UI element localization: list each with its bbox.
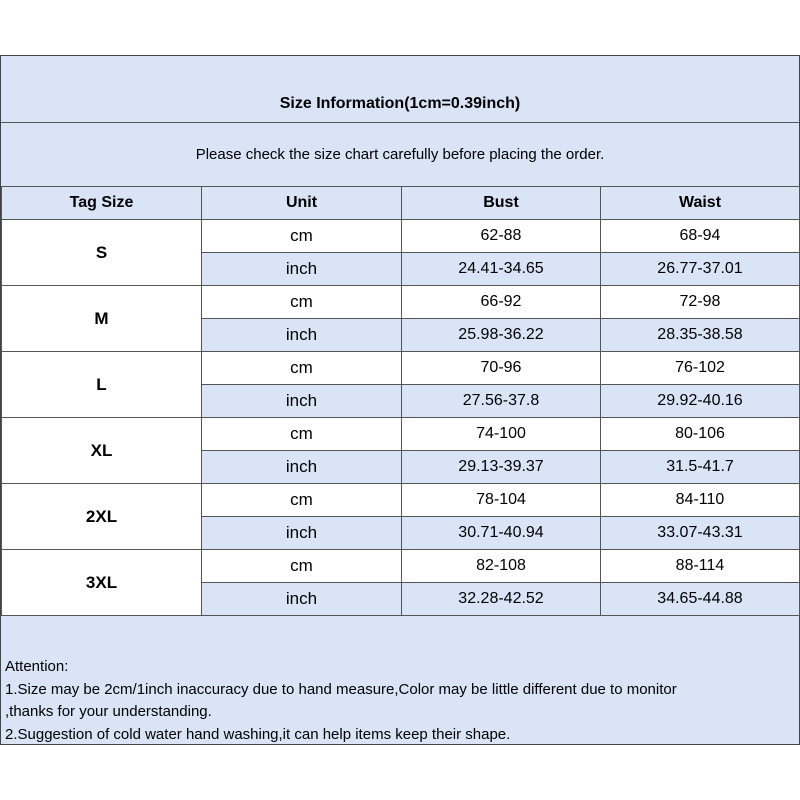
waist-cell: 68-94 bbox=[601, 220, 800, 253]
header-waist: Waist bbox=[601, 187, 800, 220]
bust-cell: 66-92 bbox=[402, 286, 601, 319]
chart-subtitle: Please check the size chart carefully before placing the order. bbox=[195, 145, 605, 163]
unit-cell: cm bbox=[202, 484, 402, 517]
header-bust: Bust bbox=[402, 187, 601, 220]
unit-cell: cm bbox=[202, 418, 402, 451]
waist-cell: 26.77-37.01 bbox=[601, 253, 800, 286]
unit-cell: cm bbox=[202, 550, 402, 583]
header-tag-size: Tag Size bbox=[2, 187, 202, 220]
attention-line: ,thanks for your understanding. bbox=[5, 703, 212, 720]
unit-cell: cm bbox=[202, 220, 402, 253]
bust-cell: 78-104 bbox=[402, 484, 601, 517]
attention-notes bbox=[5, 656, 795, 746]
attention-line: 2.Suggestion of cold water hand washing,it can help items keep their shape. bbox=[5, 725, 511, 743]
header-unit: Unit bbox=[202, 187, 402, 220]
bust-cell: 70-96 bbox=[402, 352, 601, 385]
bust-cell: 29.13-39.37 bbox=[402, 451, 601, 484]
bust-cell: 25.98-36.22 bbox=[402, 319, 601, 352]
size-chart bbox=[0, 55, 800, 745]
bust-cell: 32.28-42.52 bbox=[402, 583, 601, 616]
waist-cell: 28.35-38.58 bbox=[601, 319, 800, 352]
waist-cell: 88-114 bbox=[601, 550, 800, 583]
bust-cell: 30.71-40.94 bbox=[402, 517, 601, 550]
bust-cell: 24.41-34.65 bbox=[402, 253, 601, 286]
unit-cell: inch bbox=[202, 451, 402, 484]
waist-cell: 31.5-41.7 bbox=[601, 451, 800, 484]
unit-cell: inch bbox=[202, 319, 402, 352]
size-label: XL bbox=[2, 418, 202, 484]
table-row bbox=[2, 550, 800, 583]
table-row bbox=[2, 220, 800, 253]
size-label: S bbox=[2, 220, 202, 286]
waist-cell: 76-102 bbox=[601, 352, 800, 385]
unit-cell: inch bbox=[202, 583, 402, 616]
waist-cell: 34.65-44.88 bbox=[601, 583, 800, 616]
table-header-row bbox=[2, 187, 800, 220]
attention-line: 1.Size may be 2cm/1inch inaccuracy due to hand measure,Color may be little different due to monitor bbox=[5, 680, 677, 698]
bust-cell: 62-88 bbox=[402, 220, 601, 253]
bust-cell: 74-100 bbox=[402, 418, 601, 451]
chart-title: Size Information(1cm=0.39inch) bbox=[279, 95, 521, 112]
table-row bbox=[2, 286, 800, 319]
unit-cell: inch bbox=[202, 385, 402, 418]
table-row bbox=[2, 484, 800, 517]
bust-cell: 82-108 bbox=[402, 550, 601, 583]
size-label: L bbox=[2, 352, 202, 418]
size-label: 3XL bbox=[2, 550, 202, 616]
unit-cell: cm bbox=[202, 352, 402, 385]
waist-cell: 80-106 bbox=[601, 418, 800, 451]
unit-cell: cm bbox=[202, 286, 402, 319]
waist-cell: 33.07-43.31 bbox=[601, 517, 800, 550]
size-table bbox=[1, 186, 800, 616]
unit-cell: inch bbox=[202, 253, 402, 286]
bust-cell: 27.56-37.8 bbox=[402, 385, 601, 418]
size-label: 2XL bbox=[2, 484, 202, 550]
unit-cell: inch bbox=[202, 517, 402, 550]
waist-cell: 84-110 bbox=[601, 484, 800, 517]
table-row bbox=[2, 352, 800, 385]
waist-cell: 29.92-40.16 bbox=[601, 385, 800, 418]
waist-cell: 72-98 bbox=[601, 286, 800, 319]
attention-line: Attention: bbox=[5, 658, 69, 675]
table-row bbox=[2, 418, 800, 451]
size-label: M bbox=[2, 286, 202, 352]
